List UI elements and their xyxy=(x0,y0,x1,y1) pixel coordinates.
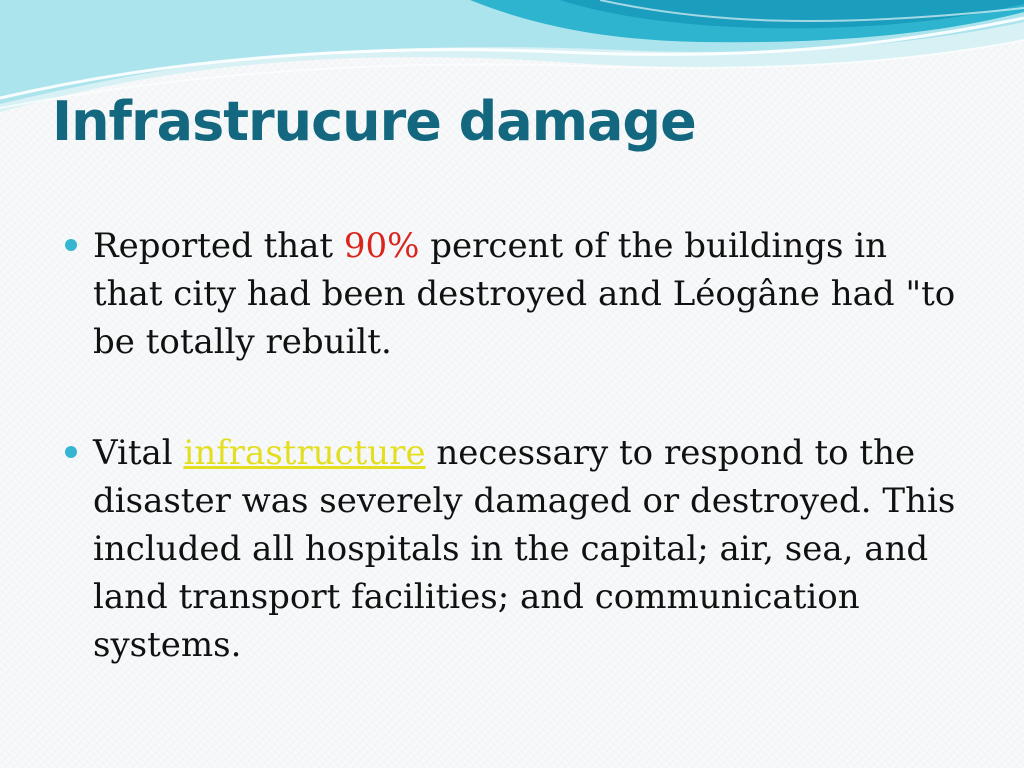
bullet-text-start: Reported that xyxy=(93,226,344,266)
infrastructure-link[interactable]: infrastructure xyxy=(183,433,426,473)
slide-title: Infrastrucure damage xyxy=(52,90,696,153)
bullet-text-end: necessary to respond to the disaster was severely damaged or destroyed. This included all hospitals in the capital; air, sea, and land transport facilities; and communication systems. xyxy=(93,433,956,665)
bullet-text-end: percent of the buildings in that city had been destroyed and Léogâne had "to be totally rebuilt. xyxy=(93,226,956,362)
highlight-percent: 90% xyxy=(343,226,420,266)
bullet-item-buildings xyxy=(62,222,962,366)
bullet-dot-icon xyxy=(65,446,77,458)
bullet-dot-icon xyxy=(65,239,77,251)
bullet-item-infrastructure xyxy=(62,429,962,669)
bullet-text-start: Vital xyxy=(93,433,184,473)
bullet-list xyxy=(62,222,962,669)
